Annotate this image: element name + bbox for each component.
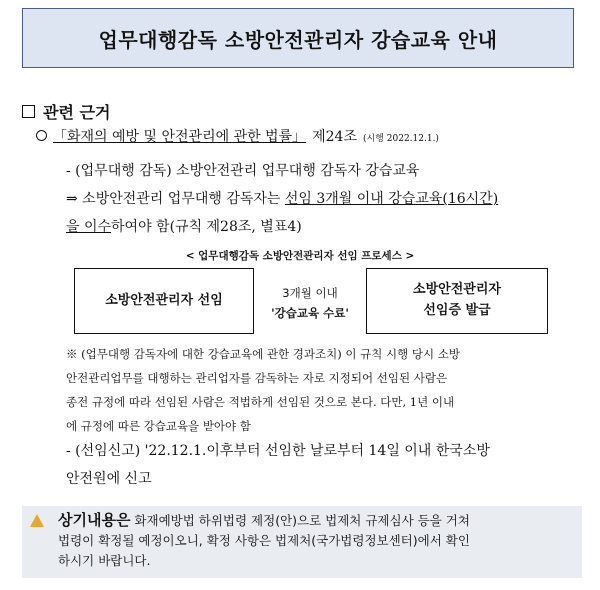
section-heading-text: 관련 근거	[43, 103, 111, 122]
page-title: 업무대행감독 소방안전관리자 강습교육 안내	[98, 27, 498, 52]
notice-line-2: 법령이 확정될 예정이오니, 확정 사항은 법제처(국가법령정보센터)에서 확인	[58, 533, 470, 548]
note-line: 종전 규정에 따라 선임된 사람은 적법하게 선임된 것으로 본다. 다만, 1년 이내	[66, 395, 455, 409]
law-effective-date: (시행 2022.12.1.)	[363, 134, 439, 144]
body-line-3-rest: 하여야 함(규칙 제28조, 별표4)	[111, 219, 302, 235]
law-name: 「화재의 예방 및 안전관리에 관한 법률」	[53, 129, 307, 145]
circle-bullet-icon	[36, 130, 47, 141]
body-line-3	[66, 216, 302, 236]
transitional-note	[66, 342, 574, 438]
law-reference	[36, 126, 439, 146]
process-arrow-label	[254, 284, 366, 323]
notice-text	[58, 510, 578, 571]
body-line-2	[66, 188, 498, 208]
section-heading	[22, 100, 110, 123]
report-line-2: 안전원에 신고	[66, 471, 152, 487]
report-line-1: - (선임신고) '22.12.1.이후부터 선임한 날로부터 14일 이내 한국소방	[66, 443, 490, 459]
body-line-1: - (업무대행 감독) 소방안전관리 업무대행 감독자 강습교육	[66, 163, 420, 179]
note-line: 안전관리업무를 대행하는 관리업자를 감독하는 자로 지정되어 선임된 사람은	[66, 371, 448, 385]
law-article: 제24조	[312, 129, 357, 145]
process-step-certificate-line1: 소방안전관리자	[413, 282, 501, 298]
note-line: 에 규정에 따른 강습교육을 받아야 함	[66, 419, 251, 433]
body-line-2-prefix: ⇒ 소방안전관리 업무대행 감독자는	[66, 191, 285, 207]
notice-lead: 상기내용은	[58, 511, 131, 529]
body-line-2-underlined: 선임 3개월 이내 강습교육(16시간)	[284, 191, 499, 207]
warning-triangle-icon	[30, 514, 44, 527]
process-step-certificate	[366, 268, 548, 334]
process-step-appoint	[74, 268, 254, 334]
notice-line-1: 화재예방법 하위법령 제정(안)으로 법제처 규제심사 등을 거쳐	[130, 513, 470, 528]
square-bullet-icon	[22, 105, 35, 118]
body-line-3-underlined: 을 이수	[66, 219, 112, 235]
notice-line-3: 하시기 바랍니다.	[58, 553, 151, 568]
process-duration: 3개월 이내	[282, 286, 338, 300]
process-step-certificate-line2: 선임증 발급	[423, 303, 491, 318]
note-line: ※ (업무대행 감독자에 대한 강습교육에 관한 경과조치) 이 규칙 시행 당시 소방	[66, 347, 460, 361]
process-step-appoint-label: 소방안전관리자 선임	[105, 292, 223, 308]
process-training-complete: '강습교육 수료'	[271, 305, 349, 320]
title-banner	[22, 8, 574, 68]
process-title: < 업무대행감독 소방안전관리자 선임 프로세스 >	[185, 250, 415, 262]
